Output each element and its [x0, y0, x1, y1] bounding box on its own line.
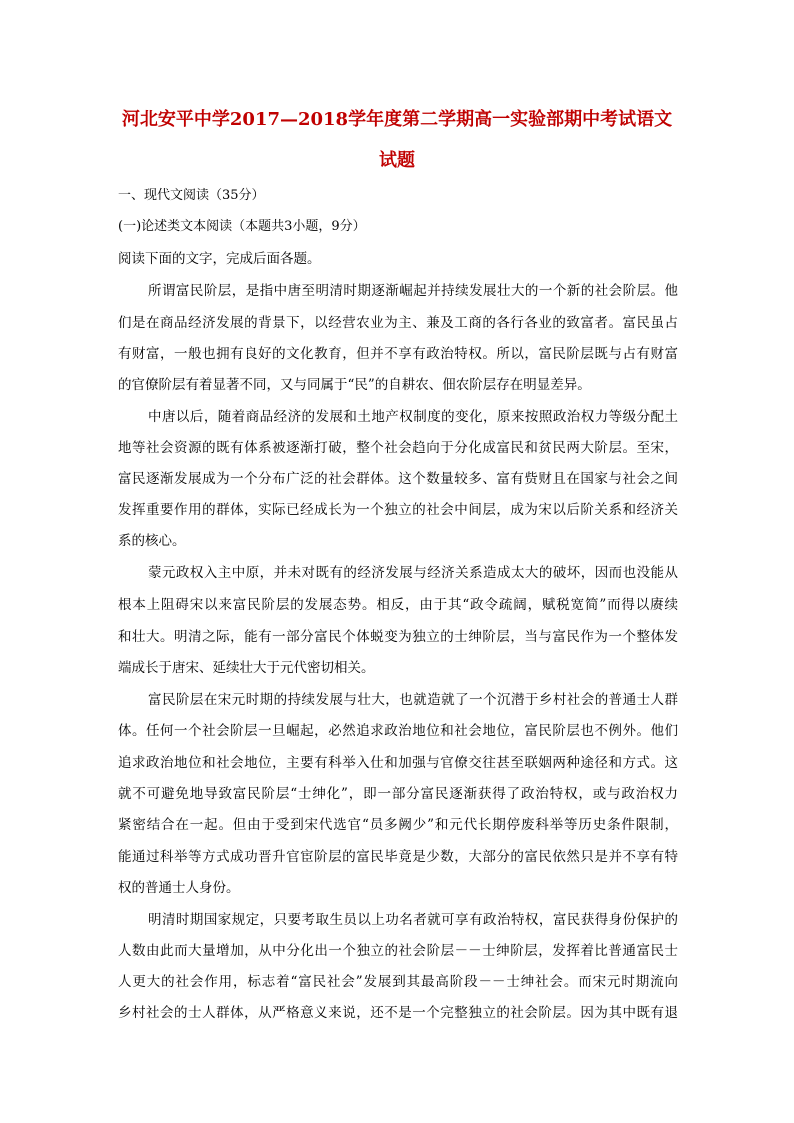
paragraph-4-line-4: 就不可避免地导致富民阶层“士绅化”，即一部分富民逐渐获得了政治特权，或与政治权力: [118, 786, 678, 802]
paragraph-3-line-2: 根本上阻碍宋以来富民阶层的发展态势。相反，由于其“政令疏阔，赋税宽简”而得以赓续: [118, 597, 678, 613]
paragraph-1-line-1: 所谓富民阶层，是指中唐至明清时期逐渐崛起并持续发展壮大的一个新的社会阶层。他: [148, 283, 678, 299]
paragraph-5-line-3: 人更大的社会作用，标志着“富民社会”发展到其最高阶段－－士绅社会。而宋元时期流向: [118, 974, 678, 990]
paragraph-5-line-4: 乡村社会的士人群体，从严格意义来说，还不是一个完整独立的社会阶层。因为其中既有退: [118, 1005, 678, 1021]
paragraph-2-line-5: 系的核心。: [118, 533, 186, 549]
paragraph-2-line-4: 发挥重要作用的群体，实际已经成长为一个独立的社会中间层，成为宋以后阶关系和经济关: [118, 502, 678, 518]
paragraph-4-line-6: 能通过科举等方式成功晋升官宦阶层的富民毕竟是少数，大部分的富民依然只是并不享有特: [118, 849, 678, 865]
section-heading: 一、现代文阅读（35分）: [118, 188, 265, 203]
paragraph-4-line-5: 紧密结合在一起。但由于受到宋代选官“员多阙少”和元代长期停废科举等历史条件限制，: [118, 817, 678, 833]
paragraph-1-line-4: 的官僚阶层有着显著不同，又与同属于“民”的自耕农、佃农阶层存在明显差异。: [118, 377, 591, 393]
paragraph-4-line-3: 追求政治地位和社会地位，主要有科举入仕和加强与官僚交往甚至联姻两种途径和方式。这: [118, 755, 678, 771]
paragraph-2-line-3: 富民逐渐发展成为一个分布广泛的社会群体。这个数量较多、富有赀财且在国家与社会之间: [118, 471, 678, 487]
paragraph-5-line-2: 人数由此而大量增加，从中分化出一个独立的社会阶层－－士绅阶层，发挥着比普通富民士: [118, 943, 678, 959]
section-sub-heading: (一)论述类文本阅读（本题共3小题，9分）: [118, 219, 366, 234]
paragraph-1-line-2: 们是在商品经济发展的背景下，以经营农业为主、兼及工商的各行各业的致富者。富民虽占: [118, 315, 678, 331]
paragraph-2-line-1: 中唐以后，随着商品经济的发展和土地产权制度的变化，原来按照政治权力等级分配土: [148, 409, 678, 425]
document-title-line-1: 河北安平中学2017—2018学年度第二学期高一实验部期中考试语文: [121, 109, 673, 130]
paragraph-4-line-2: 体。任何一个社会阶层一旦崛起，必然追求政治地位和社会地位，富民阶层也不例外。他们: [118, 723, 678, 739]
paragraph-3-line-1: 蒙元政权入主中原，并未对既有的经济发展与经济关系造成太大的破坏，因而也没能从: [148, 565, 678, 581]
document-title-line-2: 试题: [379, 150, 415, 171]
reading-instruction: 阅读下面的文字，完成后面各题。: [118, 251, 321, 267]
paragraph-3-line-3: 和壮大。明清之际，能有一部分富民个体蜕变为独立的士绅阶层，当与富民作为一个整体发: [118, 629, 678, 645]
paragraph-4-line-1: 富民阶层在宋元时期的持续发展与壮大，也就造就了一个沉潜于乡村社会的普通士人群: [148, 692, 678, 708]
paragraph-5-line-1: 明清时期国家规定，只要考取生员以上功名者就可享有政治特权，富民获得身份保护的: [148, 912, 678, 928]
paragraph-1-line-3: 有财富，一般也拥有良好的文化教育，但并不享有政治特权。所以，富民阶层既与占有财富: [118, 346, 678, 362]
paragraph-4-line-7: 权的普通士人身份。: [118, 880, 240, 896]
paragraph-3-line-4: 端成长于唐宋、延续壮大于元代密切相关。: [118, 660, 375, 676]
paragraph-2-line-2: 地等社会资源的既有体系被逐渐打破，整个社会趋向于分化成富民和贫民两大阶层。至宋，: [118, 440, 678, 456]
